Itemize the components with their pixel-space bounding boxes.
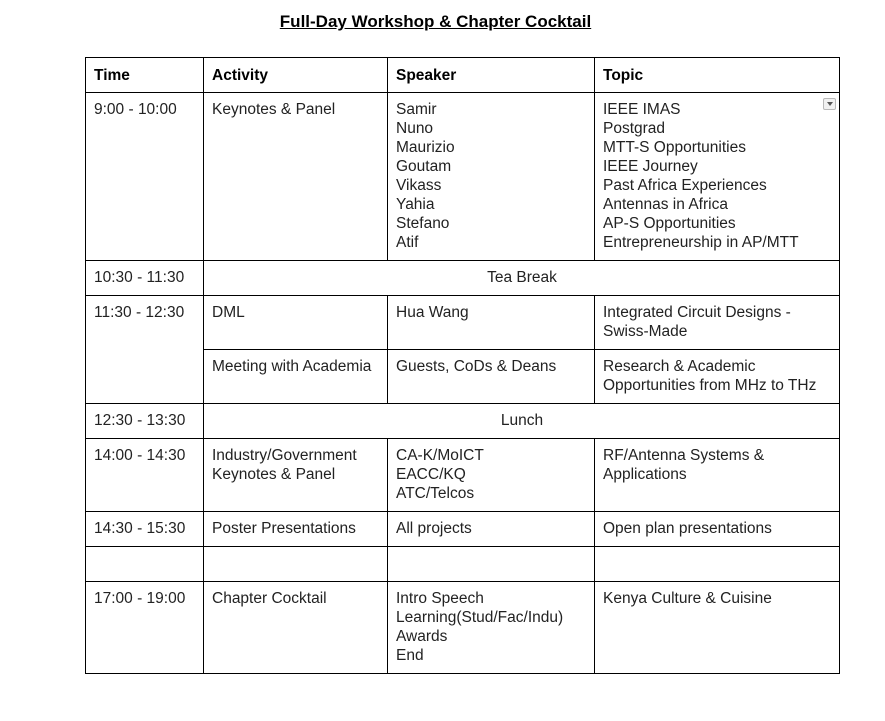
break-cell[interactable]: Tea Break xyxy=(204,261,840,296)
topic-cell[interactable]: Kenya Culture & Cuisine xyxy=(595,582,840,674)
break-cell[interactable]: Lunch xyxy=(204,404,840,439)
time-cell[interactable]: 14:00 - 14:30 xyxy=(86,439,204,512)
speaker-name: Yahia xyxy=(396,196,435,213)
speaker-name: End xyxy=(396,647,424,664)
speaker-cell[interactable]: Hua Wang xyxy=(388,296,595,350)
topic-cell[interactable] xyxy=(595,350,840,404)
topic-cell[interactable] xyxy=(595,296,840,350)
time-cell[interactable] xyxy=(86,547,204,582)
topic-item: Integrated Circuit Designs - Swiss-Made xyxy=(603,304,791,340)
table-row xyxy=(86,439,840,512)
topic-item: Entrepreneurship in AP/MTT xyxy=(603,234,799,251)
time-cell[interactable]: 11:30 - 12:30 xyxy=(86,296,204,404)
speaker-name: Goutam xyxy=(396,158,452,175)
activity-cell[interactable]: Industry/Government Keynotes & Panel xyxy=(204,439,388,512)
table-row xyxy=(86,582,840,674)
speaker-name: EACC/KQ xyxy=(396,466,466,483)
speaker-name: Stefano xyxy=(396,215,450,232)
table-row xyxy=(86,404,840,439)
topic-item: Postgrad xyxy=(603,120,666,137)
topic-cell[interactable] xyxy=(595,547,840,582)
topic-item: Research & Academic Opportunities from MHz to THz xyxy=(603,358,817,394)
header-speaker: Speaker xyxy=(388,58,595,93)
topic-item: IEEE IMAS xyxy=(603,101,681,118)
speaker-name: Maurizio xyxy=(396,139,455,156)
speaker-cell[interactable] xyxy=(388,582,595,674)
topic-item: Past Africa Experiences xyxy=(603,177,767,194)
topic-cell[interactable]: RF/Antenna Systems & Applications xyxy=(595,439,840,512)
topic-item: AP-S Opportunities xyxy=(603,215,736,232)
speaker-name: Atif xyxy=(396,234,419,251)
speaker-cell[interactable]: All projects xyxy=(388,512,595,547)
table-row xyxy=(86,93,840,261)
speaker-cell[interactable]: Guests, CoDs & Deans xyxy=(388,350,595,404)
time-cell[interactable]: 10:30 - 11:30 xyxy=(86,261,204,296)
speaker-name: Intro Speech xyxy=(396,590,484,607)
speaker-name: Awards xyxy=(396,628,448,645)
schedule-table xyxy=(85,57,840,674)
header-activity: Activity xyxy=(204,58,388,93)
time-cell[interactable]: 9:00 - 10:00 xyxy=(86,93,204,261)
speaker-name: ATC/Telcos xyxy=(396,485,475,502)
speaker-cell[interactable] xyxy=(388,93,595,261)
time-cell[interactable]: 17:00 - 19:00 xyxy=(86,582,204,674)
header-topic: Topic xyxy=(595,58,840,93)
activity-cell[interactable]: Keynotes & Panel xyxy=(204,93,388,261)
activity-cell[interactable]: Chapter Cocktail xyxy=(204,582,388,674)
topic-item: IEEE Journey xyxy=(603,158,698,175)
chevron-down-icon[interactable] xyxy=(823,98,836,110)
header-row xyxy=(86,58,840,93)
activity-cell[interactable] xyxy=(204,547,388,582)
speaker-name: Samir xyxy=(396,101,437,118)
topic-item: Antennas in Africa xyxy=(603,196,728,213)
speaker-name: Nuno xyxy=(396,120,434,137)
speaker-name: Vikass xyxy=(396,177,442,194)
speaker-name: Learning(Stud/Fac/Indu) xyxy=(396,609,564,626)
header-time: Time xyxy=(86,58,204,93)
table-row-empty xyxy=(86,547,840,582)
time-cell[interactable]: 12:30 - 13:30 xyxy=(86,404,204,439)
table-row xyxy=(86,512,840,547)
speaker-cell[interactable] xyxy=(388,547,595,582)
topic-cell[interactable] xyxy=(595,93,840,261)
activity-cell[interactable]: DML xyxy=(204,296,388,350)
speaker-name: CA-K/MoICT xyxy=(396,447,484,464)
activity-cell[interactable]: Meeting with Academia xyxy=(204,350,388,404)
time-cell[interactable]: 14:30 - 15:30 xyxy=(86,512,204,547)
table-row xyxy=(86,261,840,296)
speaker-cell[interactable] xyxy=(388,439,595,512)
page-title: Full-Day Workshop & Chapter Cocktail xyxy=(279,12,592,31)
topic-item: MTT-S Opportunities xyxy=(603,139,746,156)
topic-cell[interactable]: Open plan presentations xyxy=(595,512,840,547)
activity-cell[interactable]: Poster Presentations xyxy=(204,512,388,547)
table-row xyxy=(86,296,840,350)
